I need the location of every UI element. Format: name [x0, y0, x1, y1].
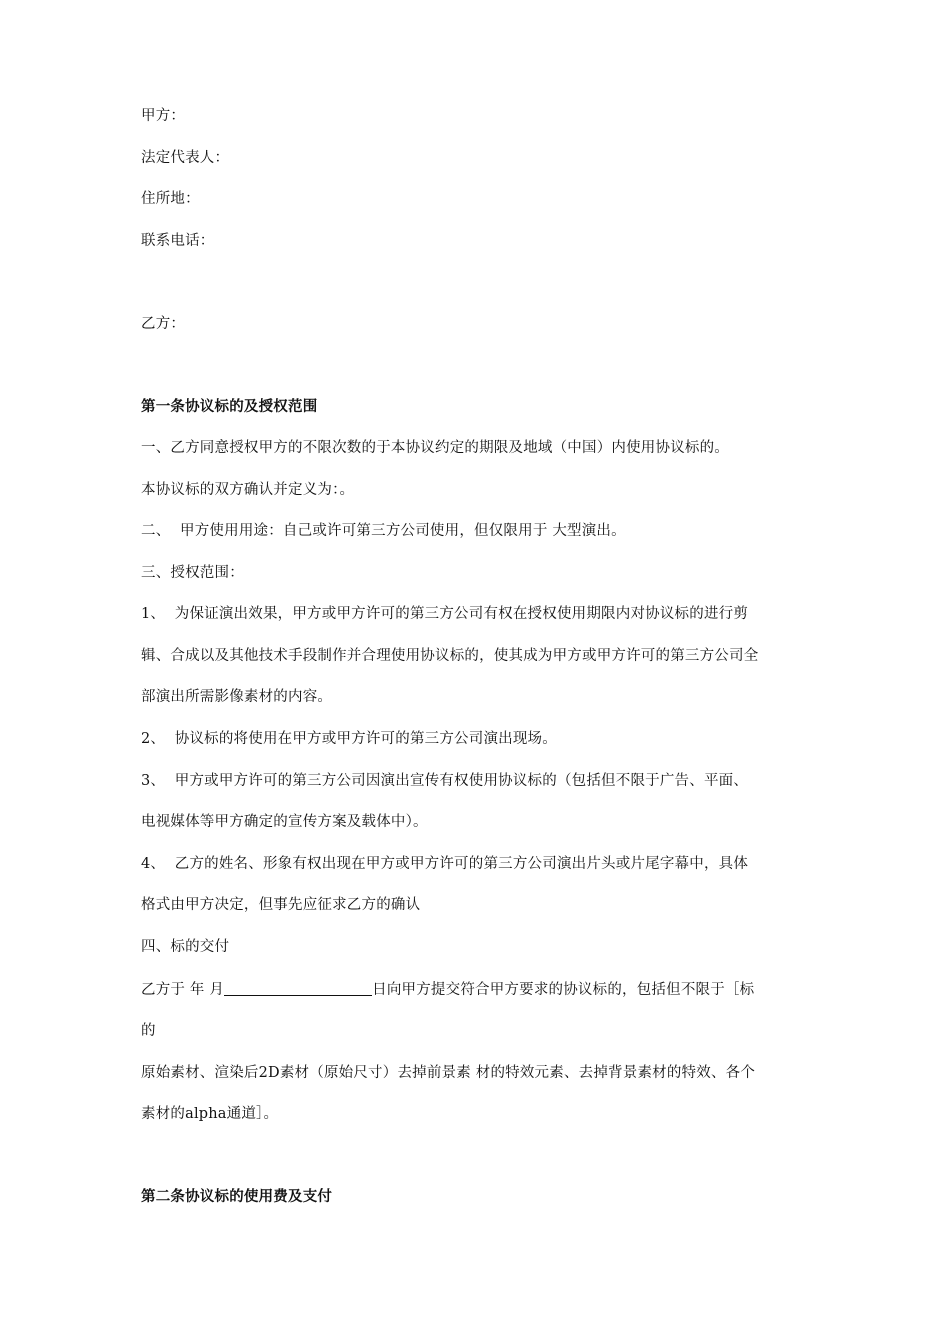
delivery-line-2: 的: [141, 1023, 156, 1039]
item3-line-1: 3、 甲方或甲方许可的第三方公司因演出宣传有权使用协议标的（包括但不限于广告、平面、: [141, 773, 749, 789]
item1-line-2: 辑、合成以及其他技术手段制作并合理使用协议标的，使其成为甲方或甲方许可的第三方公司全: [141, 648, 759, 664]
article1-paragraph-4: 三、授权范围：: [141, 565, 244, 581]
delivery-line-4: 素材的alpha通道］。: [141, 1106, 279, 1122]
date-blank: [224, 981, 372, 996]
address-label: 住所地：: [141, 191, 200, 207]
article2-title: 第二条协议标的使用费及支付: [141, 1188, 333, 1205]
item4-line-1: 4、 乙方的姓名、形象有权出现在甲方或甲方许可的第三方公司演出片头或片尾字幕中，具体: [141, 856, 749, 872]
party-a-label: 甲方：: [141, 108, 186, 124]
party-b-label: 乙方：: [141, 316, 186, 332]
item4-line-2: 格式由甲方决定，但事先应征求乙方的确认: [141, 897, 421, 913]
article1-title: 第一条协议标的及授权范围: [141, 398, 318, 415]
article1-paragraph-1: 一、乙方同意授权甲方的不限次数的于本协议约定的期限及地域（中国）内使用协议标的。: [141, 440, 729, 456]
item1-line-3: 部演出所需影像素材的内容。: [141, 689, 333, 705]
item3-line-2: 电视媒体等甲方确定的宣传方案及载体中）。: [141, 814, 428, 830]
delivery-line-1: [141, 980, 754, 1000]
item2: 2、 协议标的将使用在甲方或甲方许可的第三方公司演出现场。: [141, 731, 557, 747]
article1-paragraph-2: 本协议标的双方确认并定义为：。: [141, 482, 355, 498]
delivery-line-3: 原始素材、渲染后2D素材（原始尺寸）去掉前景素 材的特效元素、去掉背景素材的特效、各个: [141, 1065, 756, 1081]
item1-line-1: 1、 为保证演出效果，甲方或甲方许可的第三方公司有权在授权使用期限内对协议标的进行剪: [141, 606, 749, 622]
article1-paragraph-5: 四、标的交付: [141, 939, 230, 955]
article1-paragraph-3: 二、 甲方使用用途：自己或许可第三方公司使用，但仅限用于 大型演出。: [141, 523, 626, 539]
legal-rep-label: 法定代表人：: [141, 150, 230, 166]
phone-label: 联系电话：: [141, 233, 215, 249]
delivery-prefix: 乙方于 年 月: [141, 982, 225, 998]
delivery-suffix: 日向甲方提交符合甲方要求的协议标的，包括但不限于［标: [372, 982, 755, 998]
